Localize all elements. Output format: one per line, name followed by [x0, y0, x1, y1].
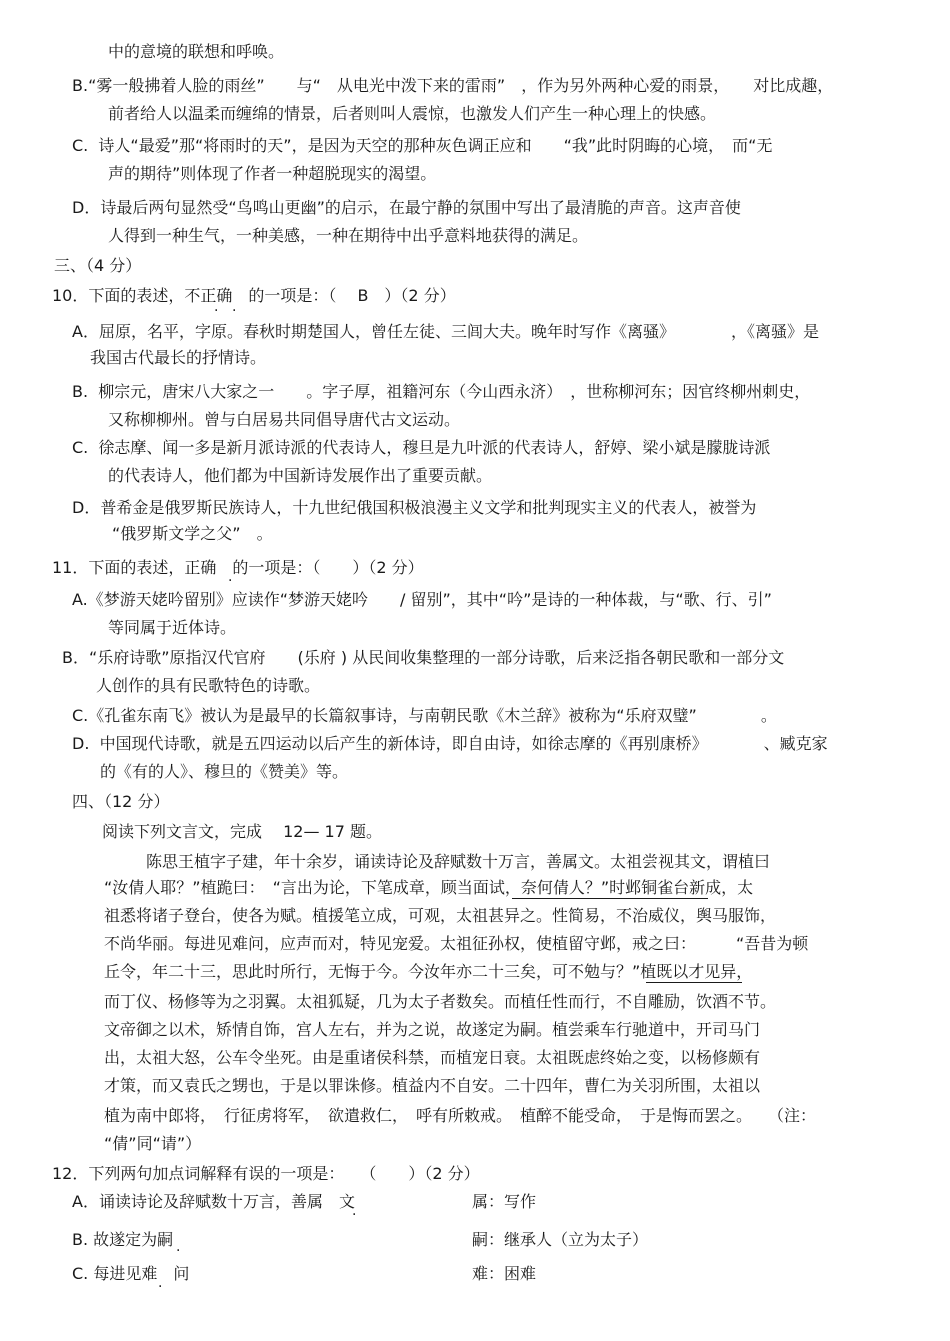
emphasis-dot: · [228, 573, 233, 589]
q11-option-d-line1: D. 中国现代诗歌，就是五四运动以后产生的新体诗，即自由诗，如徐志摩的《再别康桥》 、臧克家 [72, 734, 828, 753]
q9-option-c-line1: C. 诗人“最爱”那“将雨时的天”，是因为天空的那种灰色调正应和 “我”此时阴晦的心境， 而“无 [72, 136, 773, 155]
passage-line-5: 丘令，年二十三，思此时所行，无悔于今。今汝年亦二十三矣，可不勉与？”植既以才见异， [104, 962, 753, 981]
q12-option-b: B. 故遂定为嗣 [72, 1230, 174, 1249]
q10-option-c-line1: C. 徐志摩、闻一多是新月派诗派的代表诗人，穆旦是九叶派的代表诗人，舒婷、梁小斌是朦胧诗派 [72, 438, 771, 457]
passage-line-4: 不尚华丽。每进见难问，应声而对，特见宠爱。太祖征孙权，使植留守邺，戒之曰： “吾昔为顿 [104, 934, 809, 953]
passage-line-1: 陈思王植字子建，年十余岁，诵读诗论及辞赋数十万言，善属文。太祖尝视其文，谓植曰 [146, 852, 771, 871]
q12-option-c-meaning: 难：困难 [472, 1264, 537, 1283]
emphasis-dot: · [176, 1243, 181, 1259]
q11-option-c-line1: C.《孔雀东南飞》被认为是最早的长篇叙事诗，与南朝民歌《木兰辞》被称为“乐府双璧” 。 [72, 706, 777, 725]
q9-option-b-line2: 前者给人以温柔而缠绵的情景，后者则叫人震惊，也激发人们产生一种心理上的快感。 [108, 104, 717, 123]
q9-continuation: 中的意境的联想和呼唤。 [108, 42, 285, 61]
q10-option-b-line1: B. 柳宗元，唐宋八大家之一 。字子厚，祖籍河东（今山西永济） ，世称柳河东；因官终柳州刺史， [72, 382, 811, 401]
q10-stem: 10．下面的表述，不正确 的一项是：（ B ）（2 分） [52, 286, 456, 305]
q12-option-a-meaning: 属：写作 [472, 1192, 537, 1211]
passage-line-3: 祖悉将诸子登台，使各为赋。植援笔立成，可观，太祖甚异之。性简易，不治威仪，舆马服饰， [104, 906, 777, 925]
emphasis-dot: · [158, 1279, 163, 1295]
q12-option-c: C. 每进见难 问 [72, 1264, 190, 1283]
q10-option-c-line2: 的代表诗人，他们都为中国新诗发展作出了重要贡献。 [108, 466, 493, 485]
section-4-heading: 四、（12 分） [72, 792, 170, 811]
q10-option-a-line1: A．屈原，名平，字原。春秋时期楚国人，曾任左徒、三闾大夫。晚年时写作《离骚》 ，《离骚》是 [72, 322, 819, 341]
q9-option-d-line1: D．诗最后两句显然受“鸟鸣山更幽”的启示，在最宁静的氛围中写出了最清脆的声音。这声音使 [72, 198, 741, 217]
section-3-heading: 三、（4 分） [54, 256, 142, 275]
q12-stem: 12．下列两句加点词解释有误的一项是： （ ）（2 分） [52, 1164, 480, 1183]
underline [646, 982, 742, 983]
q9-option-c-line2: 声的期待”则体现了作者一种超脱现实的渴望。 [108, 164, 437, 183]
emphasis-dot: · [232, 303, 237, 319]
q12-option-a: A．诵读诗论及辞赋数十万言，善属 文 [72, 1192, 355, 1211]
emphasis-dot: · [214, 303, 219, 319]
q10-option-d-line2: “俄罗斯文学之父” 。 [112, 524, 273, 543]
passage-line-9: 才策，而又袁氏之甥也，于是以罪诛修。植益内不自安。二十四年，曹仁为关羽所围，太祖以 [104, 1076, 761, 1095]
passage-line-10: 植为南中郎将， 行征虏将军， 欲遣救仁， 呼有所敕戒。 植醉不能受命， 于是悔而罢之。 （注： [104, 1106, 817, 1125]
q11-option-b-line1: B．“乐府诗歌”原指汉代官府 (乐府 ) 从民间收集整理的一部分诗歌，后来泛指各朝民歌和一部分文 [62, 648, 785, 667]
passage-line-8: 出，太祖大怒，公车令坐死。由是重诸侯科禁，而植宠日衰。太祖既虑终始之变，以杨修颇有 [104, 1048, 761, 1067]
emphasis-dot: · [352, 1207, 357, 1223]
q12-option-b-meaning: 嗣：继承人（立为太子） [472, 1230, 649, 1249]
passage-line-6: 而丁仪、杨修等为之羽翼。太祖狐疑，几为太子者数矣。而植任性而行，不自雕励，饮酒不节。 [104, 992, 777, 1011]
q11-option-a-line2: 等同属于近体诗。 [108, 618, 237, 637]
q11-option-d-line2: 的《有的人》、穆旦的《赞美》等。 [100, 762, 349, 781]
passage-note: “倩”同“请”） [104, 1134, 202, 1153]
q9-option-b-line1: B.“雾一般拂着人脸的雨丝” 与“ 从电光中泼下来的雷雨” ，作为另外两种心爱的雨景， 对比成趣， [72, 76, 834, 95]
q11-stem: 11．下面的表述，正确 的一项是：（ ）（2 分） [52, 558, 424, 577]
section-4-intro: 阅读下列文言文，完成 12— 17 题。 [102, 822, 382, 841]
q11-option-b-line2: 人创作的具有民歌特色的诗歌。 [96, 676, 321, 695]
q10-option-d-line1: D．普希金是俄罗斯民族诗人，十九世纪俄国积极浪漫主义文学和批判现实主义的代表人，被誉为 [72, 498, 757, 517]
passage-line-7: 文帝御之以术，矫情自饰，宫人左右，并为之说，故遂定为嗣。植尝乘车行驰道中，开司马门 [104, 1020, 761, 1039]
q10-option-a-line2: 我国古代最长的抒情诗。 [90, 348, 267, 367]
q10-option-b-line2: 又称柳柳州。曾与白居易共同倡导唐代古文运动。 [108, 410, 461, 429]
passage-line-2: “汝倩人耶？”植跪曰： “言出为论，下笔成章，顾当面试，奈何倩人？”时邺铜雀台新成，太 [104, 878, 754, 897]
q9-option-d-line2: 人得到一种生气，一种美感，一种在期待中出乎意料地获得的满足。 [108, 226, 589, 245]
underline [512, 898, 708, 899]
q11-option-a-line1: A.《梦游天姥吟留别》应读作“梦游天姥吟 / 留别”，其中“吟”是诗的一种体裁，与“歌、行、引” [72, 590, 772, 609]
